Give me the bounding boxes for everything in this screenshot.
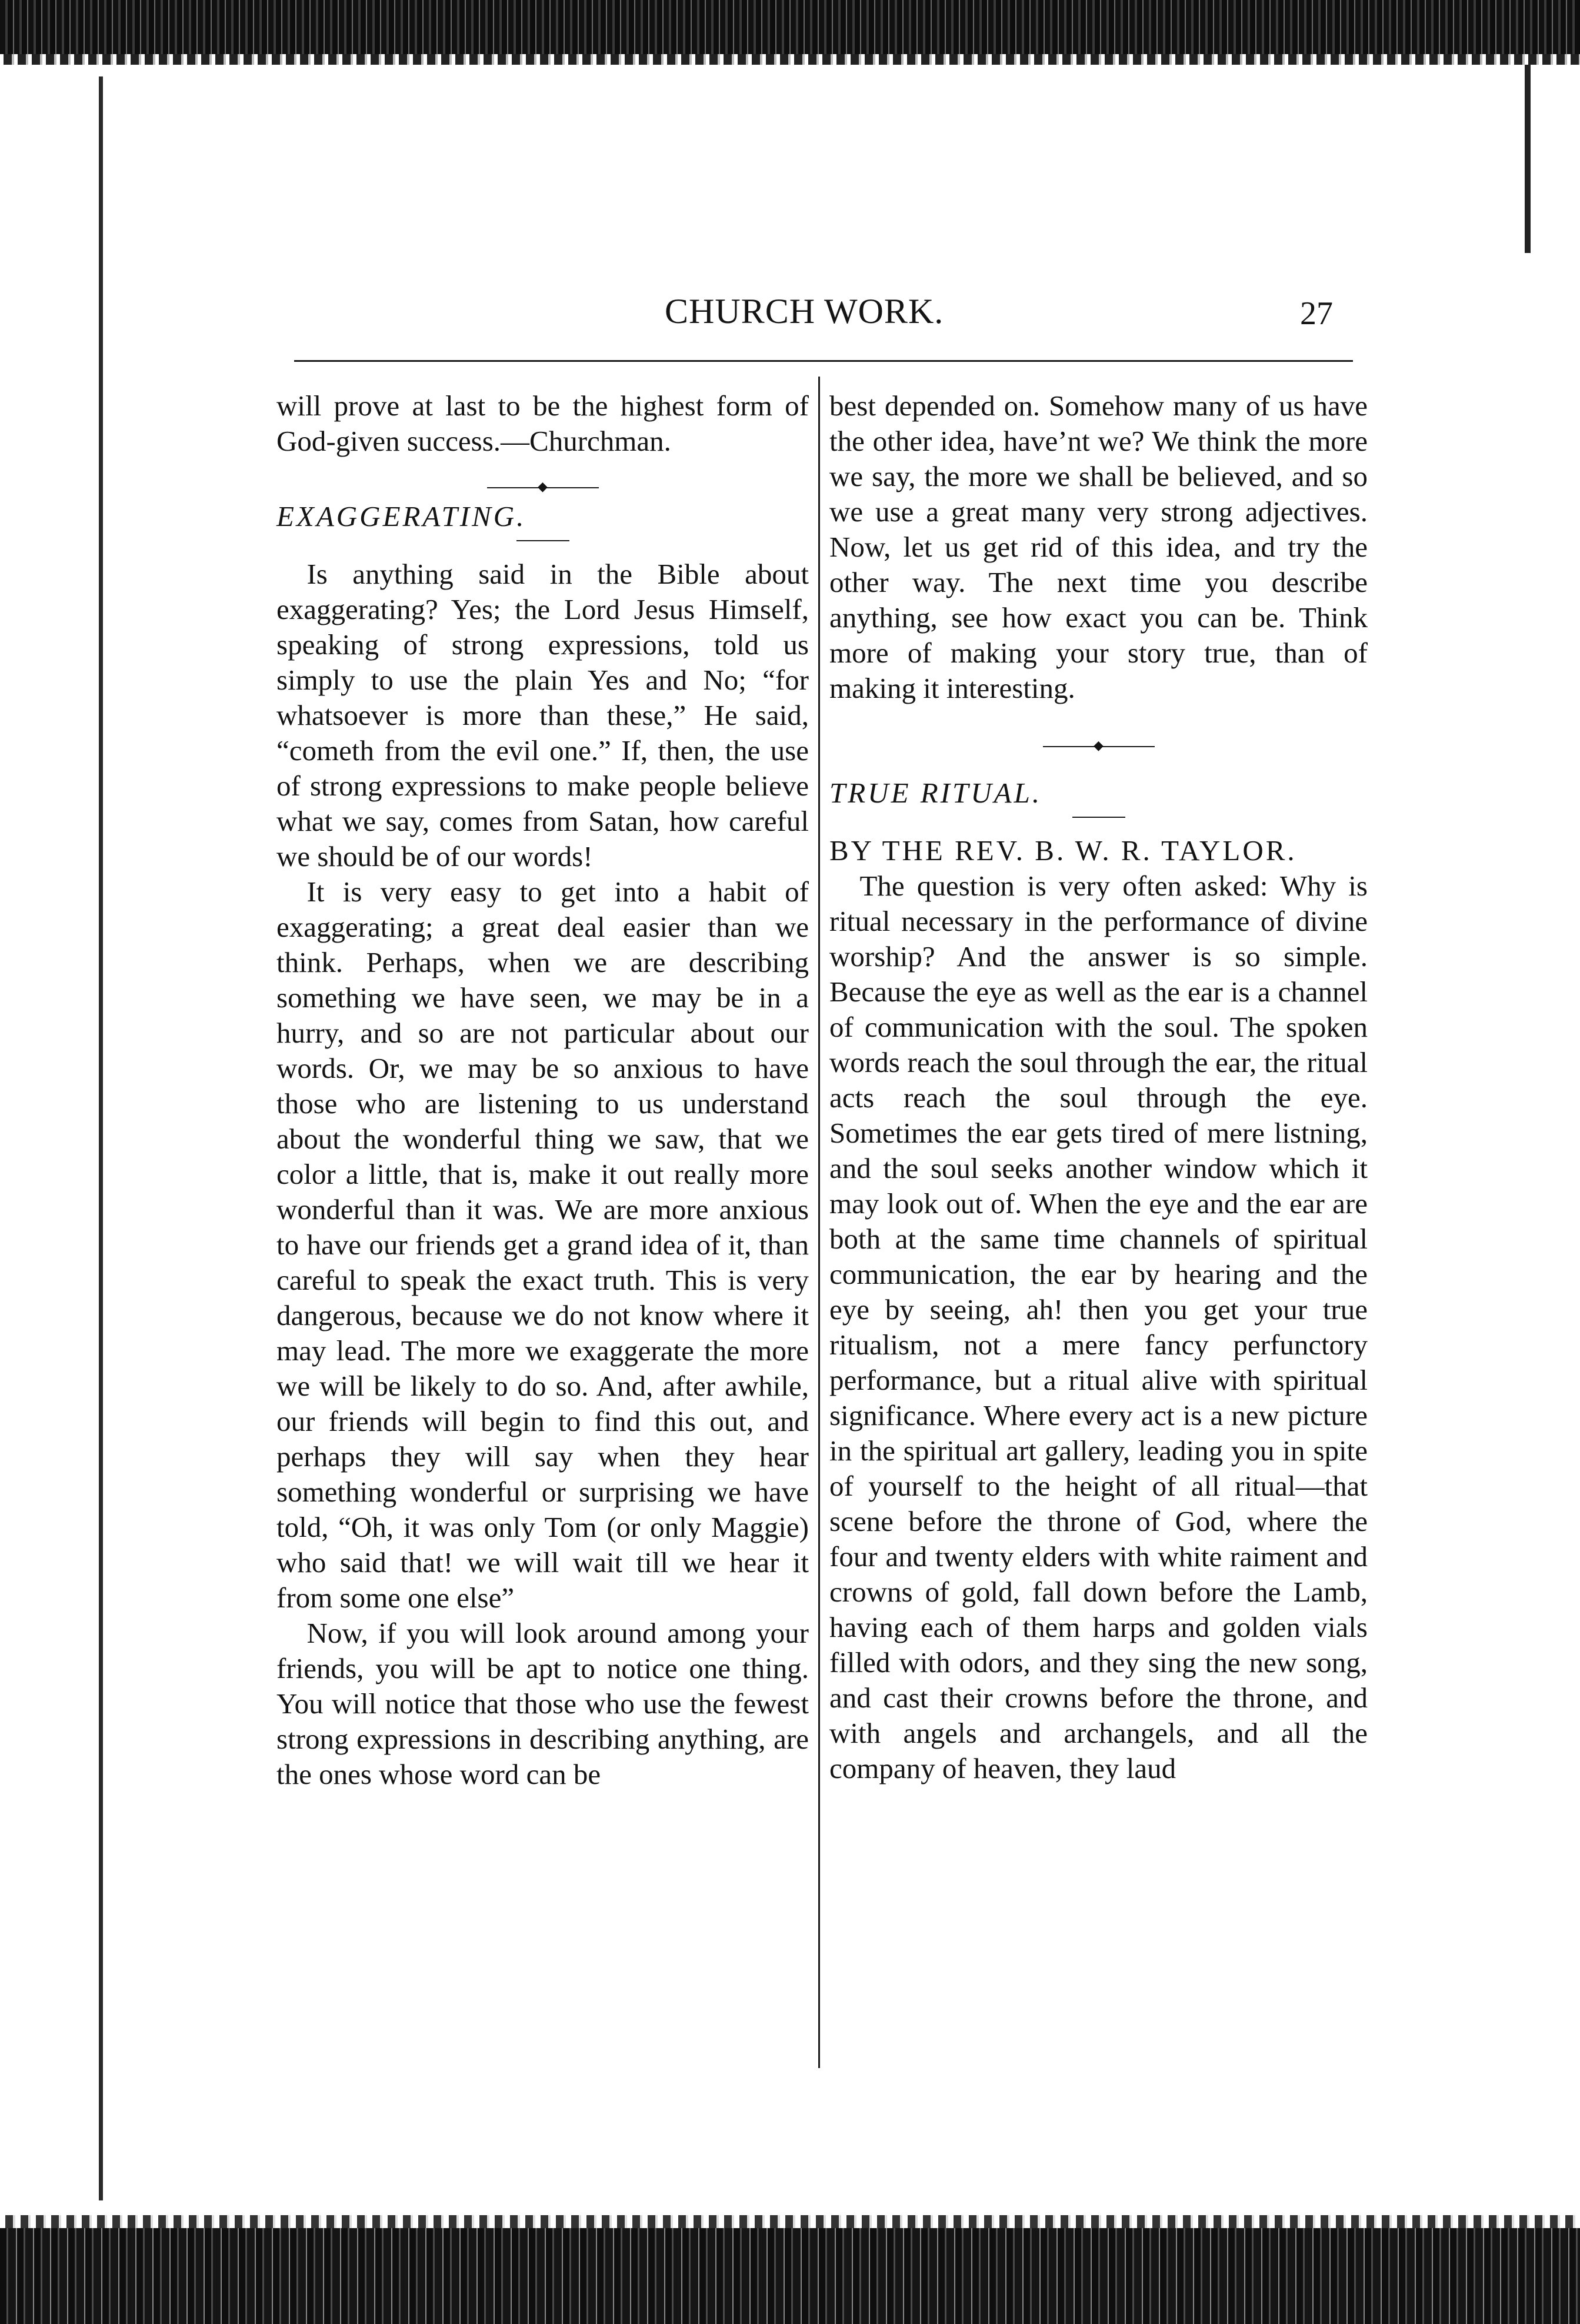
section-heading-exaggerating: EXAGGERATING.	[276, 500, 526, 532]
scan-border-top	[0, 0, 1580, 65]
page-number: 27	[1300, 295, 1333, 332]
body-paragraph: The question is very often asked: Why is ritual necessary in the performance of divine worship? And the answer is so simple. Because the eye as well as the ear is a channel of communication with the soul. The spoken words reach the soul through the ear, the ritual acts reach the soul through the eye. Sometimes the ear gets tired of mere listning, and the soul seeks another window which it may look out of. When the eye and the ear are both at the same time channels of spiritual communication, the ear by hearing and the eye by seeing, ah! then you get your true ritualism, not a mere fancy perfunctory performance, but a ritual alive with spiritual significance. Where every act is a new picture in the spiritual art gallery, leading you in spite of yourself to the height of all ritual—that scene before the throne of God, where the four and twenty elders with white raiment and crowns of gold, fall down before the Lamb, having each of them harps and golden vials filled with odors, and they sing the new song, and cast their crowns before the throne, and with angels and archangels, and all the company of heaven, they laud	[829, 870, 1368, 1784]
intro-paragraph: will prove at last to be the highest form of God-given success.—Churchman.	[276, 389, 809, 457]
right-column	[829, 388, 1368, 1786]
page-edge-right	[1525, 65, 1531, 253]
section-ornament	[829, 738, 1368, 755]
section-ornament	[276, 479, 809, 497]
heading-rule	[1072, 817, 1125, 818]
body-paragraph: Is anything said in the Bible about exaggerating? Yes; the Lord Jesus Himself, speaking of strong expressions, told us simply to use the plain Yes and No; “for whatsoever is more than these,” He said, “cometh from the evil one.” If, then, the use of strong expressions to make people believe what we say, comes from Satan, how careful we should be of our words!	[276, 558, 809, 873]
left-column	[276, 388, 809, 1792]
header-rule	[294, 360, 1353, 362]
section-heading-true-ritual: TRUE RITUAL.	[829, 777, 1042, 809]
continuation-paragraph: best depended on. Somehow many of us have the other idea, have’nt we? We think the more we say, the more we shall be believed, and so we use a great many very strong adjectives. Now, let us get rid of this idea, and try the other way. The next time you describe anything, see how exact you can be. Think more of making your story true, than of making it interesting.	[829, 389, 1368, 704]
body-paragraph: Now, if you will look around among your friends, you will be apt to notice one thing. You will notice that those who use the fewest strong expressions in describing anything, are the ones whose word can be	[276, 1617, 809, 1790]
scan-border-bottom	[0, 2215, 1580, 2324]
page-title: CHURCH WORK.	[665, 292, 944, 331]
running-head	[294, 291, 1424, 344]
heading-rule	[516, 540, 569, 541]
page-edge-left	[99, 76, 103, 2200]
body-paragraph: It is very easy to get into a habit of exaggerating; a great deal easier than we think. Perhaps, when we are describing something we have seen, we may be in a hurry, and so are not particular about our words. Or, we may be so anxious to have those who are listening to us understand about the wonderful thing we saw, that we color a little, that is, make it out really more wonderful than it was. We are more anxious to have our friends get a grand idea of it, than careful to speak the exact truth. This is very dangerous, because we do not know where it may lead. The more we exaggerate the more we will be likely to do so. And, after awhile, our friends will begin to find this out, and perhaps they will say when they hear something wonderful or surprising we have told, “Oh, it was only Tom (or only Maggie) who said that! we will wait till we hear it from some one else”	[276, 875, 809, 1614]
column-divider	[818, 377, 820, 2068]
byline: BY THE REV. B. W. R. TAYLOR.	[829, 834, 1297, 867]
